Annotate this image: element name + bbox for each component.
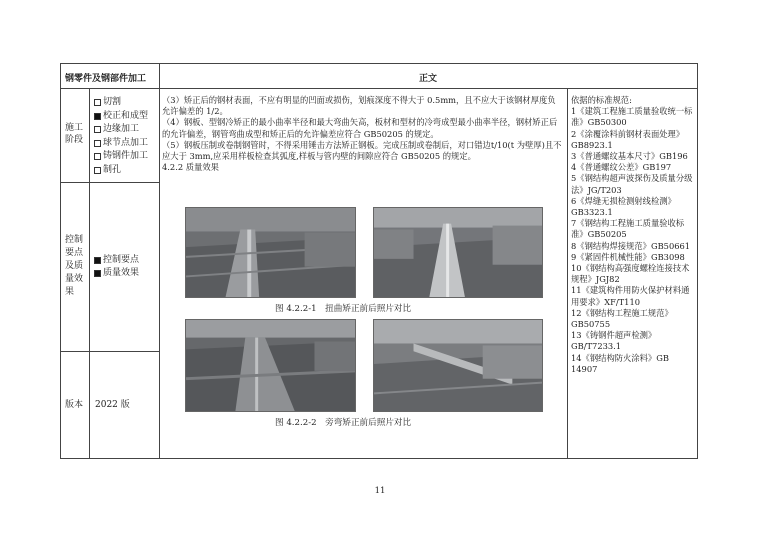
- reference-item: 7《钢结构工程施工质量验收标准》GB50205: [571, 218, 685, 240]
- column-divider-2: [567, 88, 568, 459]
- control-label-line-1: 控制: [65, 235, 84, 245]
- page-number: 11: [374, 486, 386, 496]
- checked-box-icon: [94, 257, 101, 264]
- checkbox-label: 质量效果: [103, 268, 140, 278]
- reference-item: 6《焊缝无损检测射线检测》GB3323.1: [571, 195, 676, 218]
- paragraph-5: （5）钢板压制或卷制钢管时，不得采用锤击方法矫正钢板。完成压制或卷制后，对口错边t/10(t 为壁厚)且不应大于 3mm,应采用样板检查其弧度,样板与管内壁的间隙应符合 GB50205 的规定。: [162, 139, 562, 162]
- control-label-line-4: 量效: [65, 274, 84, 284]
- reference-item: 8《钢结构焊接规范》GB50661: [571, 240, 691, 251]
- checkbox-icon: [94, 140, 101, 147]
- column-divider-1: [159, 63, 160, 459]
- stage-checklist: [94, 96, 148, 177]
- reference-item: 5《钢结构超声波探伤及质量分级法》JG/T203: [571, 173, 693, 195]
- reference-item: 3《普通螺纹基本尺寸》GB196: [571, 151, 688, 162]
- control-rule: [60, 351, 160, 352]
- reference-item: 4《普通螺纹公差》GB197: [571, 162, 672, 173]
- figure-2-caption: 图 4.2.2-2 旁弯矫正前后照片对比: [275, 418, 412, 428]
- reference-item: 13《铸钢件超声检测》GB/T7233.1: [571, 330, 657, 352]
- checkbox-label: 球节点加工: [103, 137, 149, 148]
- photo-sweep-before: [185, 319, 356, 412]
- checkbox-cast-steel[interactable]: [94, 150, 148, 164]
- reference-item: 2《涂覆涂料前钢材表面处理》GB8923.1: [571, 128, 685, 150]
- checkbox-label: 控制要点: [103, 255, 140, 265]
- main-body: [162, 95, 562, 173]
- checked-box-icon: [94, 113, 101, 120]
- checkbox-hole-making[interactable]: [94, 164, 148, 178]
- stage-label-line-2: 阶段: [65, 135, 84, 145]
- checkbox-label: 边缘加工: [103, 124, 140, 134]
- left-column-header: 钢零件及钢部件加工: [65, 74, 147, 84]
- paragraph-4: （4）钢板、型钢冷矫正的最小曲率半径和最大弯曲矢高，板材和型材的冷弯成型最小曲率半径，钢材矫正后的允许偏差，钢管弯曲成型和矫正后的允许偏差应符合 GB50205 的规定。: [162, 117, 558, 139]
- control-checklist: [94, 254, 139, 280]
- reference-list: [571, 95, 696, 375]
- control-label: [65, 234, 83, 299]
- checkbox-label: 校正和成型: [103, 110, 149, 121]
- checkbox-straightening[interactable]: [94, 110, 148, 124]
- checkbox-label: 铸钢件加工: [103, 151, 149, 161]
- checkbox-icon: [94, 167, 101, 174]
- checkbox-icon: [94, 126, 101, 133]
- header-rule: [60, 88, 698, 89]
- checkbox-cutting[interactable]: [94, 96, 148, 110]
- checkbox-ball-joint[interactable]: [94, 137, 148, 151]
- stage-label: [65, 122, 83, 146]
- control-label-line-3: 及质: [65, 261, 84, 271]
- photo-twist-after: [373, 207, 543, 298]
- checkbox-label: 制孔: [103, 164, 122, 175]
- main-column-header: 正文: [419, 74, 438, 84]
- photo-sweep-after: [373, 319, 543, 412]
- control-label-line-2: 要点: [65, 248, 84, 258]
- reference-title: 依据的标准规范:: [571, 95, 632, 105]
- photo-twist-before: [185, 207, 356, 298]
- section-title: 4.2.2 质量效果: [162, 162, 219, 173]
- stage-label-line-1: 施工: [65, 123, 84, 133]
- checkbox-edge-processing[interactable]: [94, 123, 148, 137]
- reference-item: 14《钢结构防火涂料》GB 14907: [571, 352, 669, 374]
- version-value: 2022 版: [95, 400, 130, 410]
- reference-item: 1《建筑工程施工质量验收统一标准》GB50300: [571, 106, 693, 128]
- checkbox-label: 切割: [103, 97, 122, 107]
- version-label: 版本: [65, 400, 84, 410]
- reference-item: 12《钢结构工程施工规范》GB50755: [571, 307, 673, 330]
- checked-box-icon: [94, 270, 101, 277]
- checkbox-icon: [94, 153, 101, 160]
- checkbox-icon: [94, 99, 101, 106]
- checkbox-control-points[interactable]: [94, 254, 139, 267]
- reference-item: 11《建筑构件用防火保护材料通用要求》XF/T110: [571, 285, 690, 307]
- figure-1-caption: 图 4.2.2-1 扭曲矫正前后照片对比: [275, 304, 412, 314]
- reference-item: 9《紧固件机械性能》GB3098: [571, 251, 685, 262]
- sidebar-divider: [89, 88, 90, 459]
- checkbox-quality-effect[interactable]: [94, 267, 139, 280]
- paragraph-3: （3）矫正后的钢材表面，不应有明显的凹面或损伤，划痕深度不得大于 0.5mm，且不应大于该钢材厚度负允许偏差的 1/2。: [162, 95, 556, 117]
- stage-rule: [60, 182, 160, 183]
- control-label-line-5: 果: [65, 287, 75, 297]
- reference-item: 10《钢结构高强度螺栓连接技术规程》JGJ82: [571, 263, 690, 285]
